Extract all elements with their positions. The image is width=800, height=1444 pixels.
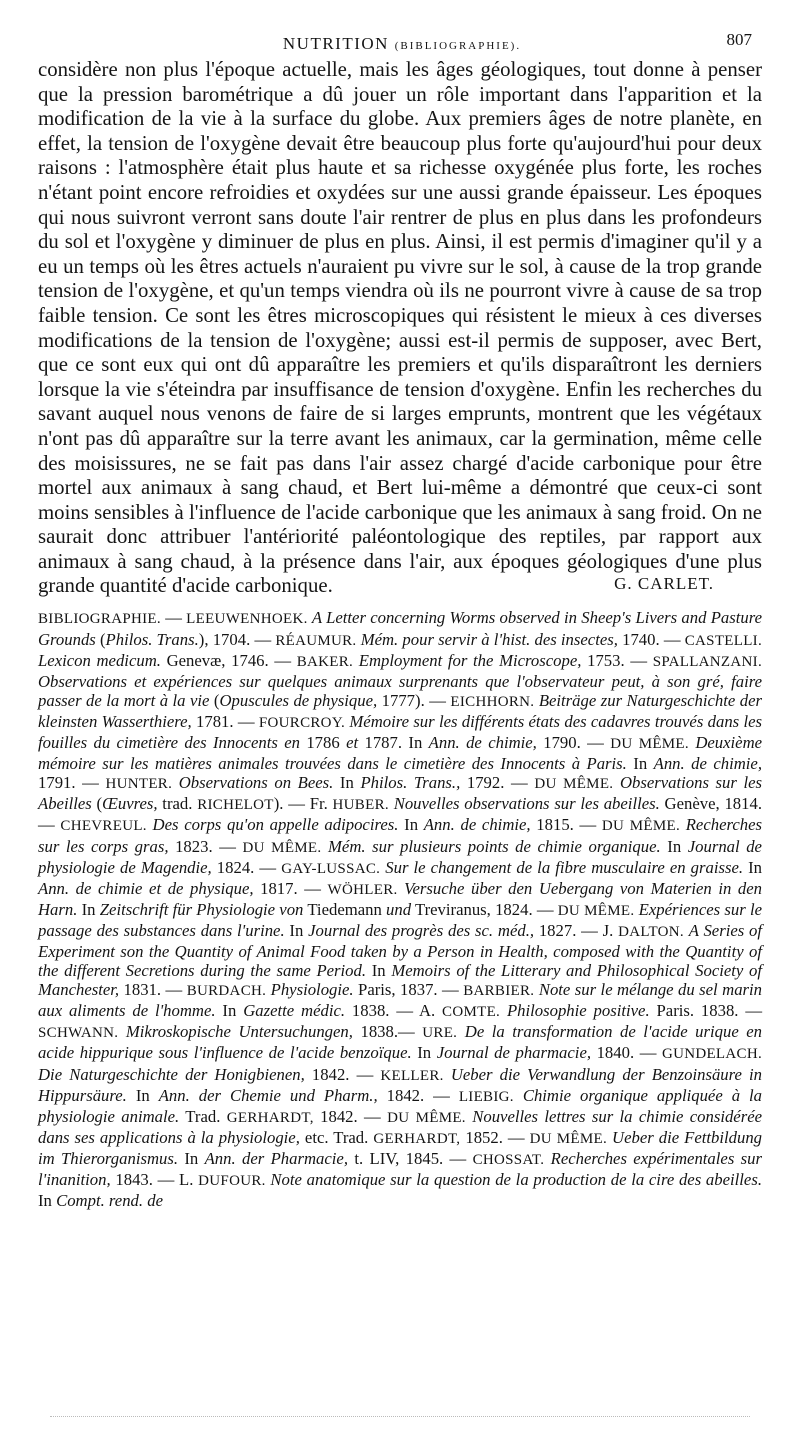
bibliography-title: Deuxième mémoire sur les matières animales trouvées dans le cimetière des Innocents à Paris.: [38, 733, 763, 774]
bibliography-title: Ann. de chimie,: [428, 733, 537, 753]
bibliography-text: Treviranus, 1824. —: [411, 899, 558, 919]
bibliography-author: WÖHLER.: [327, 881, 398, 898]
bibliography-text: In: [126, 1085, 159, 1105]
running-title-main: NUTRITION: [282, 34, 389, 53]
bibliography-title: Chimie organique appliquée à la physiologie animale.: [38, 1085, 763, 1126]
bibliography-text: In: [215, 1001, 244, 1021]
bibliography-author: GERHARDT,: [226, 1109, 314, 1126]
bibliography-text: In: [77, 899, 100, 919]
bibliography-title: Physiologie.: [270, 980, 354, 1000]
bibliography-text: Paris, 1837. —: [353, 980, 464, 1000]
bibliography-author: BARBIER.: [463, 983, 535, 1000]
bibliography-author: HUNTER.: [105, 776, 173, 793]
bibliography-text: 1817. —: [253, 878, 328, 898]
bibliography-author: BURDACH.: [186, 983, 267, 1000]
bibliography-text: 1791. —: [38, 773, 106, 793]
bibliography-title: Journal de physiologie de Magendie,: [38, 836, 762, 877]
bibliography-text: —: [160, 608, 187, 628]
bibliography-text: Genevæ, 1746. —: [160, 650, 297, 670]
main-paragraph-text: considère non plus l'époque actuelle, mais les âges géologiques, tout donne à penser que la pression barométrique a dû jouer un rôle important dans l'apparition et la modification de la vie à la surface du globe. Aux premiers âges de notre planète, en effet, la tension de l'oxygène devait être beaucoup plus forte qu'aujourd'hui pour deux raisons : l'atmosphère était plus haute et sa richesse oxygénée plus forte, les roches n'étant point encore refroidies et oxydées sur une aussi grande épaisseur. Les époques qui nous suivront verront sans doute l'air rentrer de plus en plus dans les profondeurs du sol et l'oxygène y diminuer de plus en plus. Ainsi, il est permis d'imaginer qu'il y a eu un temps où les êtres actuels n'auraient pu vivre sur le sol, à cause de la trop grande tension de l'oxygène, et qu'un temps viendra où ils ne pourront vivre à cause de sa trop faible tension. Ce sont les êtres microscopiques qui résistent le mieux à ces diverses modifications de la tension de l'oxygène; aussi est-il permis de supposer, avec Bert, que ce sont eux qui ont dû apparaître les premiers et qu'ils disparaîtront les derniers lorsque la vie s'éteindra par insuffisance de tension d'oxygène. Enfin les recherches du savant auquel nous venons de faire de si larges emprunts, montrent que les végétaux n'ont pas dû apparaître sur la terre avant les animaux, car la germination, même celle des moisissures, ne se fait pas dans l'air assez chargé d'acide carbonique pour être mortel aux animaux à sang chaud, et Bert lui-même a démontré que ceux-ci sont moins sensibles à l'influence de l'acide carbonique que les animaux à sang froid. On ne saurait donc attribuer l'antériorité paléontologique des reptiles, par rapport aux animaux à sang chaud, à la présence dans l'air, aux époques géologiques d'une plus grande quantité d'acide carbonique.: [38, 58, 762, 598]
bibliography-text: etc. Trad.: [299, 1127, 374, 1147]
bibliography-title: Mémoire sur les différents états des cadavres trouvés dans les fouilles du cimetière des Innocents en: [38, 711, 763, 753]
bibliography-title: Expériences sur le passage des substances dans l'urine.: [38, 899, 762, 940]
bibliography-author: SPALLANZANI.: [652, 653, 763, 670]
bibliography-text: 1827. — J.: [534, 920, 619, 940]
bibliography-title: Employment for the Microscope,: [358, 650, 582, 670]
bibliography-author: DUFOUR.: [198, 1173, 266, 1189]
bibliography-title: Recherches sur les corps gras,: [38, 815, 763, 856]
bibliography-text: 1842. —: [313, 1106, 388, 1126]
bibliography-author: HUBER.: [332, 797, 389, 814]
bibliography-text: [514, 1086, 523, 1105]
bibliography-title: Ueber die Fettbildung im Thierorganismus.: [38, 1127, 763, 1168]
bibliography-title: Compt. rend. de: [56, 1191, 163, 1211]
book-page: [38, 20, 766, 1210]
bibliography-author: FOURCROY.: [258, 714, 346, 731]
bibliography-title: et: [346, 733, 359, 753]
bibliography-title: Lexicon medicum.: [38, 650, 161, 670]
bibliography-text: trad.: [157, 794, 198, 814]
bibliography-author: GAY-LUSSAC.: [281, 860, 381, 877]
bibliography-title: Recherches expérimentales sur l'inanition,: [38, 1148, 762, 1189]
bibliography-text: (: [209, 690, 220, 710]
bibliography-text: 1740. —: [617, 629, 685, 649]
bibliography-author: CHEVREUL.: [60, 818, 147, 835]
bibliography-text: 1852. —: [460, 1127, 530, 1147]
bibliography-text: t. LIV, 1845. —: [348, 1148, 473, 1168]
bibliography-text: 1815. —: [530, 815, 602, 835]
bibliography-title: De la transformation de l'acide urique en acide hippurique sous l'influence de l'acide benzoïque.: [38, 1022, 763, 1063]
bibliography-author: DU MÊME.: [387, 1109, 466, 1126]
bibliography-author: LEEUWENHOEK.: [186, 611, 308, 628]
bibliography-text: Genève, 1814. —: [38, 794, 762, 835]
bibliography-text: 1824. —: [211, 857, 282, 877]
bibliography-title: Die Naturgeschichte der Honigbienen,: [38, 1064, 305, 1084]
bibliography-text: 1823. —: [168, 836, 243, 856]
bibliography-title: und: [386, 899, 412, 919]
running-title-subtitle: (BIBLIOGRAPHIE).: [394, 40, 522, 52]
running-head: [38, 20, 766, 58]
bibliography-author: LIEBIG.: [458, 1088, 514, 1105]
bibliography-label: BIBLIOGRAPHIE.: [38, 611, 161, 628]
bibliography-author: DU MÊME.: [610, 736, 689, 753]
bibliography-title: Philos. Trans.,: [360, 773, 461, 793]
bibliography-text: In: [284, 920, 309, 940]
bibliography-title: Œuvres,: [102, 794, 158, 814]
bibliography-title: Mém. sur plusieurs points de chimie organique.: [328, 836, 661, 856]
bibliography-title: Gazette médic.: [243, 1001, 346, 1021]
bibliography-author: SCHWANN.: [38, 1025, 119, 1042]
bibliography-title: Journal de pharmacie,: [436, 1043, 592, 1063]
bibliography-text: 1843. — L.: [110, 1170, 199, 1189]
bibliography-text: 1838.—: [352, 1022, 423, 1042]
bibliography-title: Zeitschrift für Physiologie von: [99, 899, 304, 919]
bibliography-author: URE.: [422, 1025, 458, 1042]
bibliography-author: BAKER.: [296, 653, 354, 670]
bibliography-text: [613, 773, 620, 792]
bibliography-text: 1786: [299, 733, 347, 753]
bibliography-text: 1838. — A.: [345, 1001, 443, 1021]
bibliography-text: Trad.: [179, 1106, 227, 1126]
bibliography-text: [172, 773, 179, 792]
bibliography-text: In: [178, 1148, 205, 1168]
bibliography-author: DALTON.: [618, 923, 684, 940]
bibliography: [38, 608, 766, 1210]
bibliography-title: Philosophie positive.: [506, 1001, 650, 1021]
bibliography-text: Tiedemann: [303, 899, 387, 919]
bibliography-text: 1831. —: [119, 980, 187, 1000]
bibliography-text: In: [333, 773, 361, 793]
bibliography-title: Note sur le mélange du sel marin aux aliments de l'homme.: [38, 980, 763, 1021]
page-number: 807: [726, 30, 752, 49]
bibliography-title: Des corps qu'on appelle adipocires.: [152, 815, 399, 835]
bibliography-text: [118, 1022, 126, 1041]
bibliography-text: In: [398, 815, 424, 835]
bibliography-text: (: [95, 629, 106, 649]
bibliography-title: A Series of Experiment son the Quantity of Animal Food taken by a Person in Health, composed with the Quantity of the different Secretions during the same Period.: [38, 920, 763, 981]
bibliography-text: (: [91, 794, 103, 814]
bibliography-text: ), 1704. —: [198, 629, 276, 649]
bibliography-text: 1777). —: [377, 690, 451, 710]
bibliography-text: In: [38, 1191, 57, 1211]
bibliography-title: Mém. pour servir à l'hist. des insectes,: [360, 629, 618, 649]
bibliography-title: Ann. de chimie,: [423, 815, 531, 835]
bibliography-author: GUNDELACH.: [661, 1046, 763, 1063]
bibliography-text: [500, 1001, 507, 1020]
bibliography-text: In: [626, 754, 654, 774]
bibliography-title: Mikroskopische Untersuchungen,: [125, 1022, 353, 1042]
bibliography-text: [444, 1065, 451, 1084]
bibliography-author: DU MÊME.: [242, 839, 322, 856]
bibliography-author: COMTE.: [442, 1004, 501, 1021]
bibliography-text: In: [366, 961, 392, 981]
bibliography-text: Paris. 1838. —: [649, 1001, 763, 1021]
bibliography-title: Observations sur les Abeilles: [38, 773, 763, 814]
bibliography-title: A Letter concerning Worms observed in Sheep's Livers and Pasture Grounds: [38, 608, 763, 649]
bibliography-text: 1842. —: [377, 1085, 459, 1105]
bibliography-text: 1781. —: [191, 711, 259, 731]
bibliography-title: Nouvelles observations sur les abeilles.: [393, 794, 660, 814]
page-bottom-rule: [50, 1416, 750, 1417]
bibliography-author: DU MÊME.: [534, 776, 614, 793]
bibliography-author: DU MÊME.: [601, 818, 681, 835]
bibliography-author: RÉAUMUR.: [275, 632, 357, 649]
bibliography-author: GERHARDT,: [373, 1130, 461, 1147]
bibliography-title: Opuscules de physique,: [219, 690, 378, 710]
bibliography-title: Ann. der Pharmacie,: [204, 1148, 348, 1168]
bibliography-author: KELLER.: [380, 1067, 444, 1084]
bibliography-text: 1790. —: [536, 733, 611, 753]
bibliography-title: Observations et expériences sur quelques animaux surprenants que l'observateur peut, à son gré, faire passer de la mort à la vie: [38, 671, 762, 710]
bibliography-title: Journal des progrès des sc. méd.,: [308, 920, 535, 940]
bibliography-author: DU MÊME.: [557, 902, 635, 919]
bibliography-text: 1787. In: [358, 733, 429, 753]
bibliography-text: 1840. —: [591, 1043, 662, 1063]
bibliography-title: Beiträge zur Naturgeschichte der kleinsten Wasserthiere,: [38, 690, 763, 731]
bibliography-title: Note anatomique sur la question de la production de la cire des abeilles.: [270, 1170, 762, 1189]
bibliography-title: Nouvelles lettres sur la chimie considérée dans ses applications à la physiologie,: [38, 1106, 763, 1147]
bibliography-author: RICHELOT: [197, 797, 274, 814]
bibliography-author: EICHHORN.: [450, 693, 535, 710]
bibliography-author: CHOSSAT.: [472, 1151, 545, 1168]
running-title: [38, 34, 766, 54]
bibliography-title: Sur le changement de la fibre musculaire en graisse.: [385, 857, 744, 877]
bibliography-title: Memoirs of the Litterary and Philosophical Society of Manchester,: [38, 961, 762, 1000]
bibliography-title: Ann. de chimie et de physique,: [38, 878, 254, 898]
bibliography-title: Observations on Bees.: [178, 773, 334, 793]
bibliography-text: 1753. —: [581, 650, 653, 670]
bibliography-text: In: [411, 1043, 437, 1063]
bibliography-title: Ueber die Verwandlung der Benzoinsäure in Hippursäure.: [38, 1064, 763, 1105]
bibliography-text: 1792. —: [460, 773, 535, 793]
bibliography-text: In: [743, 857, 763, 877]
bibliography-author: CASTELLI.: [684, 632, 763, 649]
bibliography-text: 1842. —: [304, 1064, 381, 1084]
bibliography-author: DU MÊME.: [529, 1130, 608, 1147]
author-signature: G. CARLET.: [614, 574, 714, 594]
main-paragraph: [38, 58, 766, 599]
bibliography-text: In: [660, 836, 688, 856]
bibliography-text: [457, 1022, 465, 1041]
bibliography-text: ). — Fr.: [273, 794, 333, 814]
bibliography-title: Ann. der Chemie und Pharm.,: [158, 1085, 378, 1105]
bibliography-title: Philos. Trans.: [105, 629, 199, 649]
bibliography-title: Ann. de chimie,: [653, 754, 762, 774]
bibliography-title: Versuche über den Uebergang von Materien in den Harn.: [38, 878, 763, 919]
